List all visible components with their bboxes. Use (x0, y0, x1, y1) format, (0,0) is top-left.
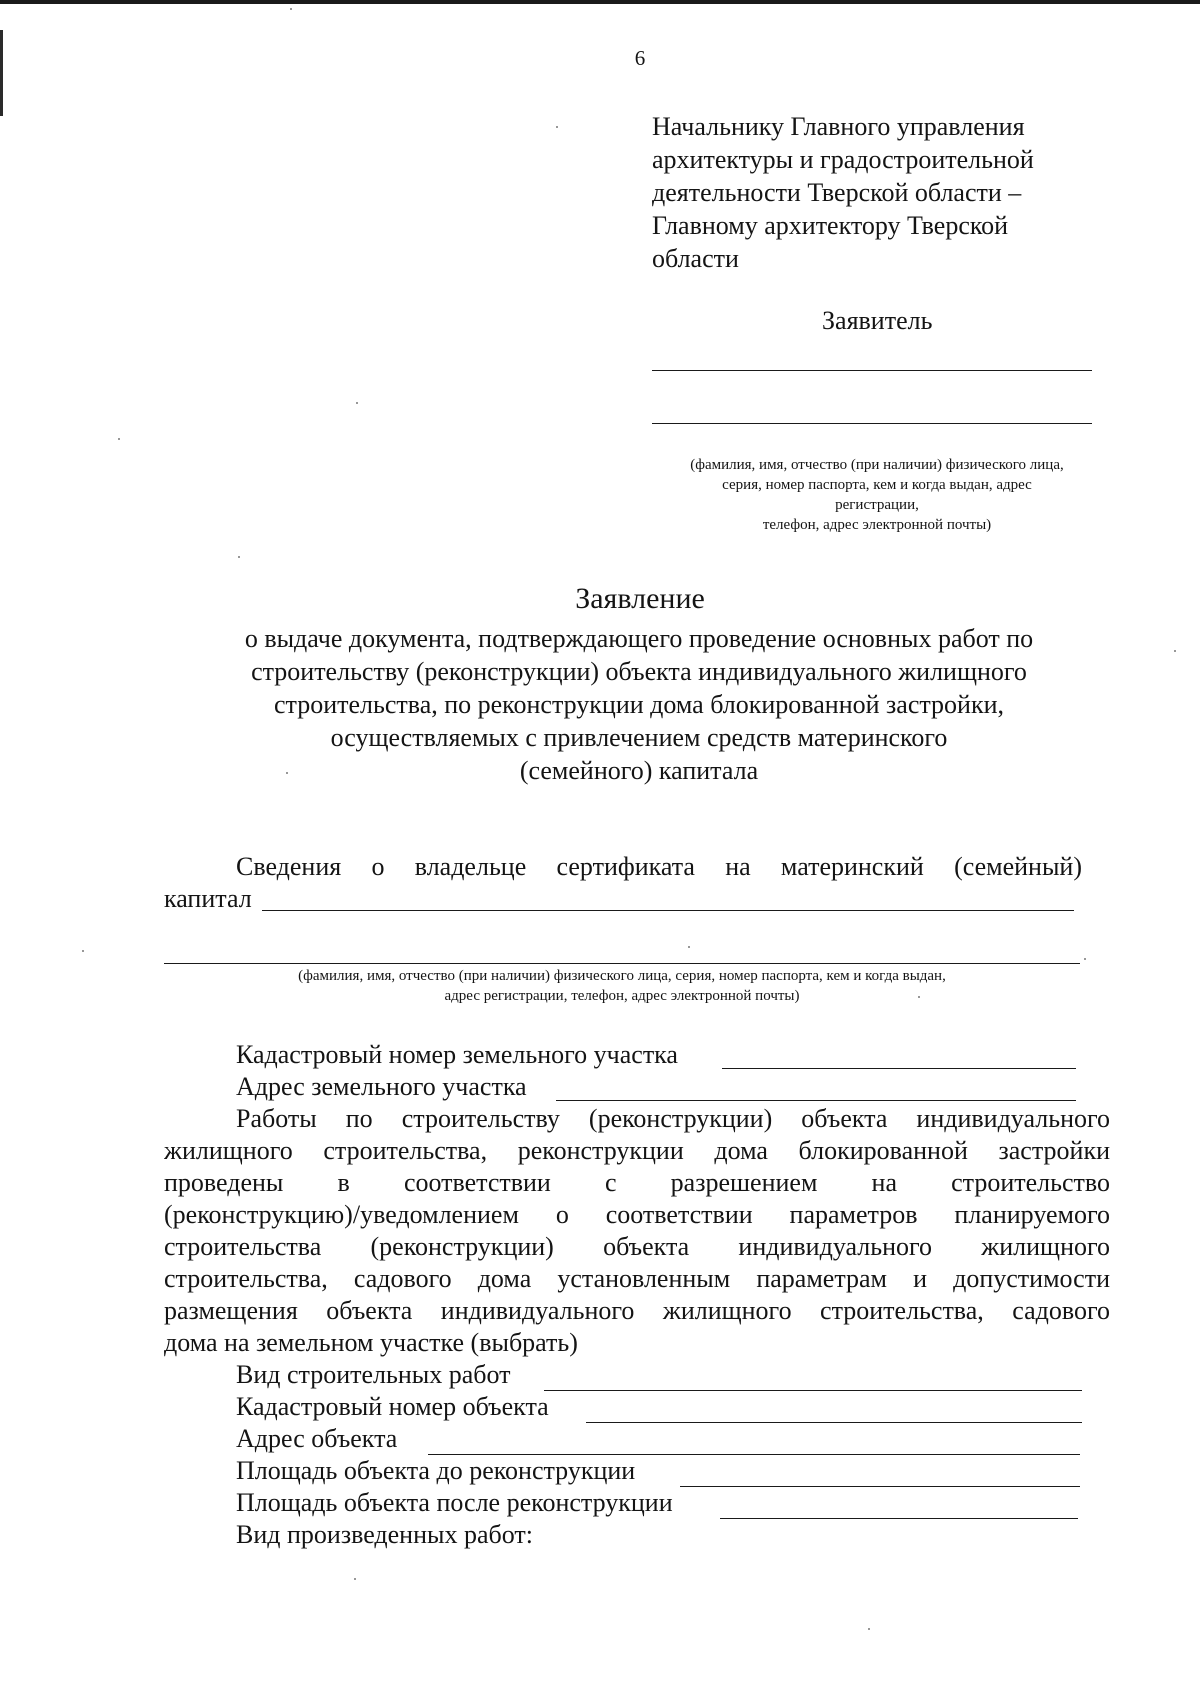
addressee-line: Начальнику Главного управления (652, 112, 1025, 141)
scan-speck (238, 556, 240, 558)
land-cadastral-label: Кадастровый номер земельного участка (236, 1040, 678, 1069)
object-address-label: Адрес объекта (236, 1424, 398, 1453)
owner-name-field-2[interactable] (164, 963, 1080, 964)
construction-type-label: Вид строительных работ (236, 1360, 511, 1389)
object-cadastral-label: Кадастровый номер объекта (236, 1392, 549, 1421)
applicant-caption (640, 455, 1114, 535)
works-type-label: Вид произведенных работ: (236, 1520, 533, 1549)
scan-speck (118, 438, 120, 440)
scan-speck (688, 946, 690, 948)
caption-line: адрес регистрации, телефон, адрес электронной почты) (444, 988, 800, 1004)
owner-name-field-1[interactable] (262, 910, 1074, 911)
caption-line: (фамилия, имя, отчество (при наличии) физического лица, (690, 457, 1064, 473)
land-address-label: Адрес земельного участка (236, 1072, 527, 1101)
addressee-line: архитектуры и градостроительной (652, 145, 1034, 174)
scan-speck (290, 8, 292, 10)
caption-line: телефон, адрес электронной почты) (762, 517, 992, 533)
scan-speck (1174, 650, 1176, 652)
works-paragraph-last-line: дома на земельном участке (выбрать) (164, 1328, 578, 1357)
applicant-name-field-1[interactable] (652, 370, 1092, 371)
scan-speck (354, 1578, 356, 1580)
page-number: 6 (634, 46, 646, 70)
caption-line: регистрации, (835, 497, 919, 513)
subtitle-line: осуществляемых с привлечением средств материнского (330, 723, 948, 752)
area-before-label: Площадь объекта до реконструкции (236, 1456, 636, 1485)
applicant-label: Заявитель (822, 306, 933, 335)
document-title: Заявление (575, 582, 705, 615)
applicant-name-field-2[interactable] (652, 423, 1092, 424)
object-address-field[interactable] (428, 1454, 1080, 1455)
scan-left-mark (0, 30, 3, 116)
land-cadastral-field[interactable] (722, 1068, 1076, 1069)
subtitle-line: строительства, по реконструкции дома блокированной застройки, (273, 690, 1005, 719)
subtitle-line: (семейного) капитала (519, 756, 759, 785)
works-paragraph-line: размещения объекта индивидуального жилищного строительства, садового (164, 1296, 1110, 1325)
area-after-label: Площадь объекта после реконструкции (236, 1488, 673, 1517)
owner-info-line: Сведения о владельце сертификата на материнский (семейный) (236, 852, 1082, 881)
land-address-field[interactable] (556, 1100, 1076, 1101)
addressee-block (652, 110, 1122, 275)
owner-capital-label: капитал (164, 884, 252, 913)
scan-speck (286, 772, 288, 774)
caption-line: серия, номер паспорта, кем и когда выдан, адрес (722, 477, 1032, 493)
works-paragraph-first-line: Работы по строительству (реконструкции) объекта индивидуального (236, 1104, 1110, 1133)
works-paragraph-line: жилищного строительства, реконструкции дома блокированной застройки (164, 1136, 1110, 1165)
works-paragraph-line: (реконструкцию)/уведомлением о соответствии параметров планируемого (164, 1200, 1110, 1229)
subtitle-line: о выдаче документа, подтверждающего проведение основных работ по (244, 624, 1034, 653)
scan-top-border (0, 0, 1200, 4)
addressee-line: области (652, 244, 739, 273)
subtitle-line: строительству (реконструкции) объекта индивидуального жилищного (251, 657, 1027, 686)
area-after-field[interactable] (720, 1518, 1078, 1519)
scan-speck (82, 950, 84, 952)
works-paragraph-line: строительства (реконструкции) объекта индивидуального жилищного (164, 1232, 1110, 1261)
works-paragraph-line: строительства, садового дома установленным параметрам и допустимости (164, 1264, 1110, 1293)
scan-speck (1084, 958, 1086, 960)
scan-speck (556, 126, 558, 128)
owner-caption (164, 966, 1080, 1006)
scan-speck (356, 402, 358, 404)
works-paragraph-line: проведены в соответствии с разрешением на строительство (164, 1168, 1110, 1197)
object-cadastral-field[interactable] (586, 1422, 1082, 1423)
area-before-field[interactable] (680, 1486, 1080, 1487)
addressee-line: деятельности Тверской области – (652, 178, 1022, 207)
scan-speck (868, 1628, 870, 1630)
caption-line: (фамилия, имя, отчество (при наличии) физического лица, серия, номер паспорта, кем и когда выдан, (298, 968, 946, 984)
scan-speck (918, 996, 920, 998)
addressee-line: Главному архитектору Тверской (652, 211, 1009, 240)
document-subtitle (200, 622, 1078, 787)
construction-type-field[interactable] (544, 1390, 1082, 1391)
